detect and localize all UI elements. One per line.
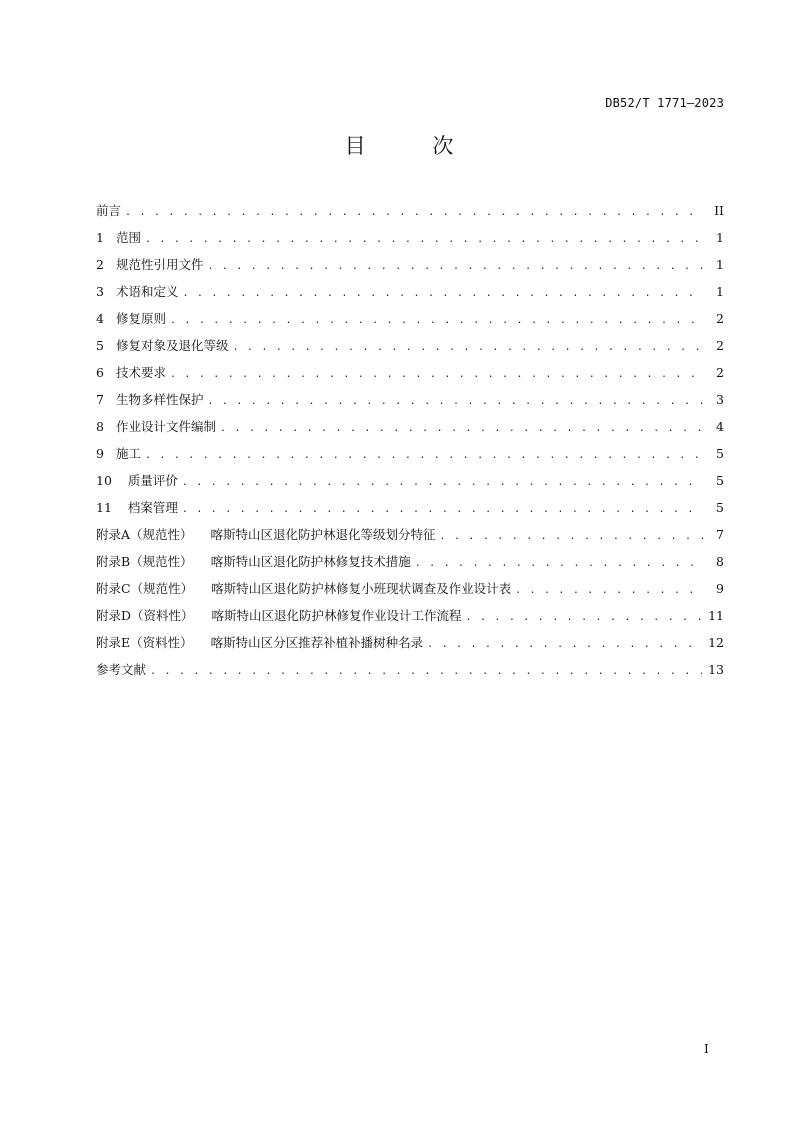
toc-entry-label: 档案管理 (127, 500, 178, 515)
toc-entry-number: 附录D（资料性） (96, 608, 194, 623)
toc-entry-number: 4 (96, 311, 104, 326)
toc-entry-page: 1 (716, 257, 724, 272)
toc-entry-page: 3 (716, 392, 724, 407)
toc-entry-page: 4 (716, 419, 724, 434)
toc-entry[interactable] (96, 660, 724, 687)
toc-entry-label: 生物多样性保护 (115, 392, 204, 407)
toc-entry-number: 5 (96, 338, 104, 353)
toc-entry-page: 1 (716, 284, 724, 299)
toc-entry-label: 范围 (115, 230, 141, 245)
toc-entry-label: 参考文献 (96, 662, 147, 677)
toc-entry-number: 3 (96, 284, 104, 299)
toc-entry[interactable] (96, 201, 724, 228)
toc-leader-dots (145, 450, 704, 461)
toc-title: 目 次 (344, 134, 484, 158)
toc-leader-dots (427, 639, 702, 650)
toc-leader-dots (466, 612, 703, 623)
toc-entry[interactable] (96, 444, 724, 471)
toc-entry-page: 11 (708, 608, 724, 623)
toc-entry-label: 喀斯特山区退化防护林修复作业设计工作流程 (211, 608, 462, 623)
toc-entry[interactable] (96, 282, 724, 309)
toc-entry-number: 附录C（规范性） (96, 581, 194, 596)
toc-leader-dots (170, 369, 704, 380)
toc-entry-label: 喀斯特山区退化防护林修复技术措施 (210, 554, 411, 569)
toc-entry-label: 施工 (115, 446, 141, 461)
toc-entry-label: 喀斯特山区退化防护林修复小班现状调查及作业设计表 (211, 581, 512, 596)
toc-entry-label: 术语和定义 (115, 284, 179, 299)
toc-entry-number: 附录E（资料性） (96, 635, 193, 650)
toc-entry-number: 附录B（规范性） (96, 554, 193, 569)
toc-entry-page: 5 (716, 446, 724, 461)
toc-leader-dots (170, 315, 704, 326)
toc-entry-label: 技术要求 (115, 365, 166, 380)
toc-entry-label: 规范性引用文件 (115, 257, 204, 272)
toc-entry-page: 5 (716, 500, 724, 515)
toc-entry[interactable] (96, 228, 724, 255)
toc-leader-dots (220, 423, 704, 434)
toc-entry-page: 9 (716, 581, 724, 596)
toc-entry-label: 喀斯特山区分区推荐补植补播树种名录 (210, 635, 424, 650)
toc-entry-appendix[interactable] (96, 633, 724, 660)
toc-leader-dots (182, 477, 704, 488)
toc-entry[interactable] (96, 363, 724, 390)
toc-leader-dots (207, 396, 704, 407)
toc-leader-dots (515, 585, 704, 596)
toc-entry-number: 10 (96, 473, 112, 488)
toc-entry[interactable] (96, 255, 724, 282)
toc-leader-dots (150, 666, 702, 677)
toc-entry-label: 修复对象及退化等级 (115, 338, 229, 353)
toc-entry-label: 作业设计文件编制 (115, 419, 216, 434)
toc-entry-page: 13 (708, 662, 724, 677)
toc-leader-dots (145, 234, 704, 245)
table-of-contents (96, 201, 724, 687)
toc-entry-page: II (714, 203, 724, 218)
toc-entry-number: 附录A（规范性） (96, 527, 193, 542)
toc-entry-label: 修复原则 (115, 311, 166, 326)
toc-entry-appendix[interactable] (96, 525, 724, 552)
toc-leader-dots (182, 288, 704, 299)
toc-leader-dots (207, 261, 704, 272)
document-code: DB52/T 1771—2023 (605, 96, 724, 110)
toc-leader-dots (232, 342, 704, 353)
toc-entry-page: 2 (716, 338, 724, 353)
toc-entry-label: 喀斯特山区退化防护林退化等级划分特征 (210, 527, 436, 542)
toc-entry-number: 1 (96, 230, 104, 245)
toc-entry-appendix[interactable] (96, 552, 724, 579)
toc-entry-label: 前言 (96, 203, 122, 218)
toc-entry-number: 7 (96, 392, 104, 407)
toc-entry-page: 12 (708, 635, 724, 650)
toc-entry[interactable] (96, 336, 724, 363)
toc-entry-number: 8 (96, 419, 104, 434)
toc-entry-label: 质量评价 (127, 473, 178, 488)
toc-entry-number: 6 (96, 365, 104, 380)
toc-entry[interactable] (96, 417, 724, 444)
toc-entry-page: 2 (716, 311, 724, 326)
page-number: I (704, 1042, 709, 1056)
toc-entry-number: 11 (96, 500, 112, 515)
toc-entry-page: 8 (716, 554, 724, 569)
toc-leader-dots (415, 558, 704, 569)
toc-entry[interactable] (96, 471, 724, 498)
toc-entry-number: 9 (96, 446, 104, 461)
toc-entry-appendix[interactable] (96, 606, 724, 633)
toc-entry[interactable] (96, 309, 724, 336)
toc-leader-dots (182, 504, 704, 515)
toc-leader-dots (125, 207, 704, 218)
toc-entry-page: 1 (716, 230, 724, 245)
toc-entry-number: 2 (96, 257, 104, 272)
toc-leader-dots (440, 531, 704, 542)
toc-entry[interactable] (96, 498, 724, 525)
toc-entry-page: 5 (716, 473, 724, 488)
toc-entry-page: 2 (716, 365, 724, 380)
toc-entry-page: 7 (716, 527, 724, 542)
toc-entry[interactable] (96, 390, 724, 417)
toc-entry-appendix[interactable] (96, 579, 724, 606)
